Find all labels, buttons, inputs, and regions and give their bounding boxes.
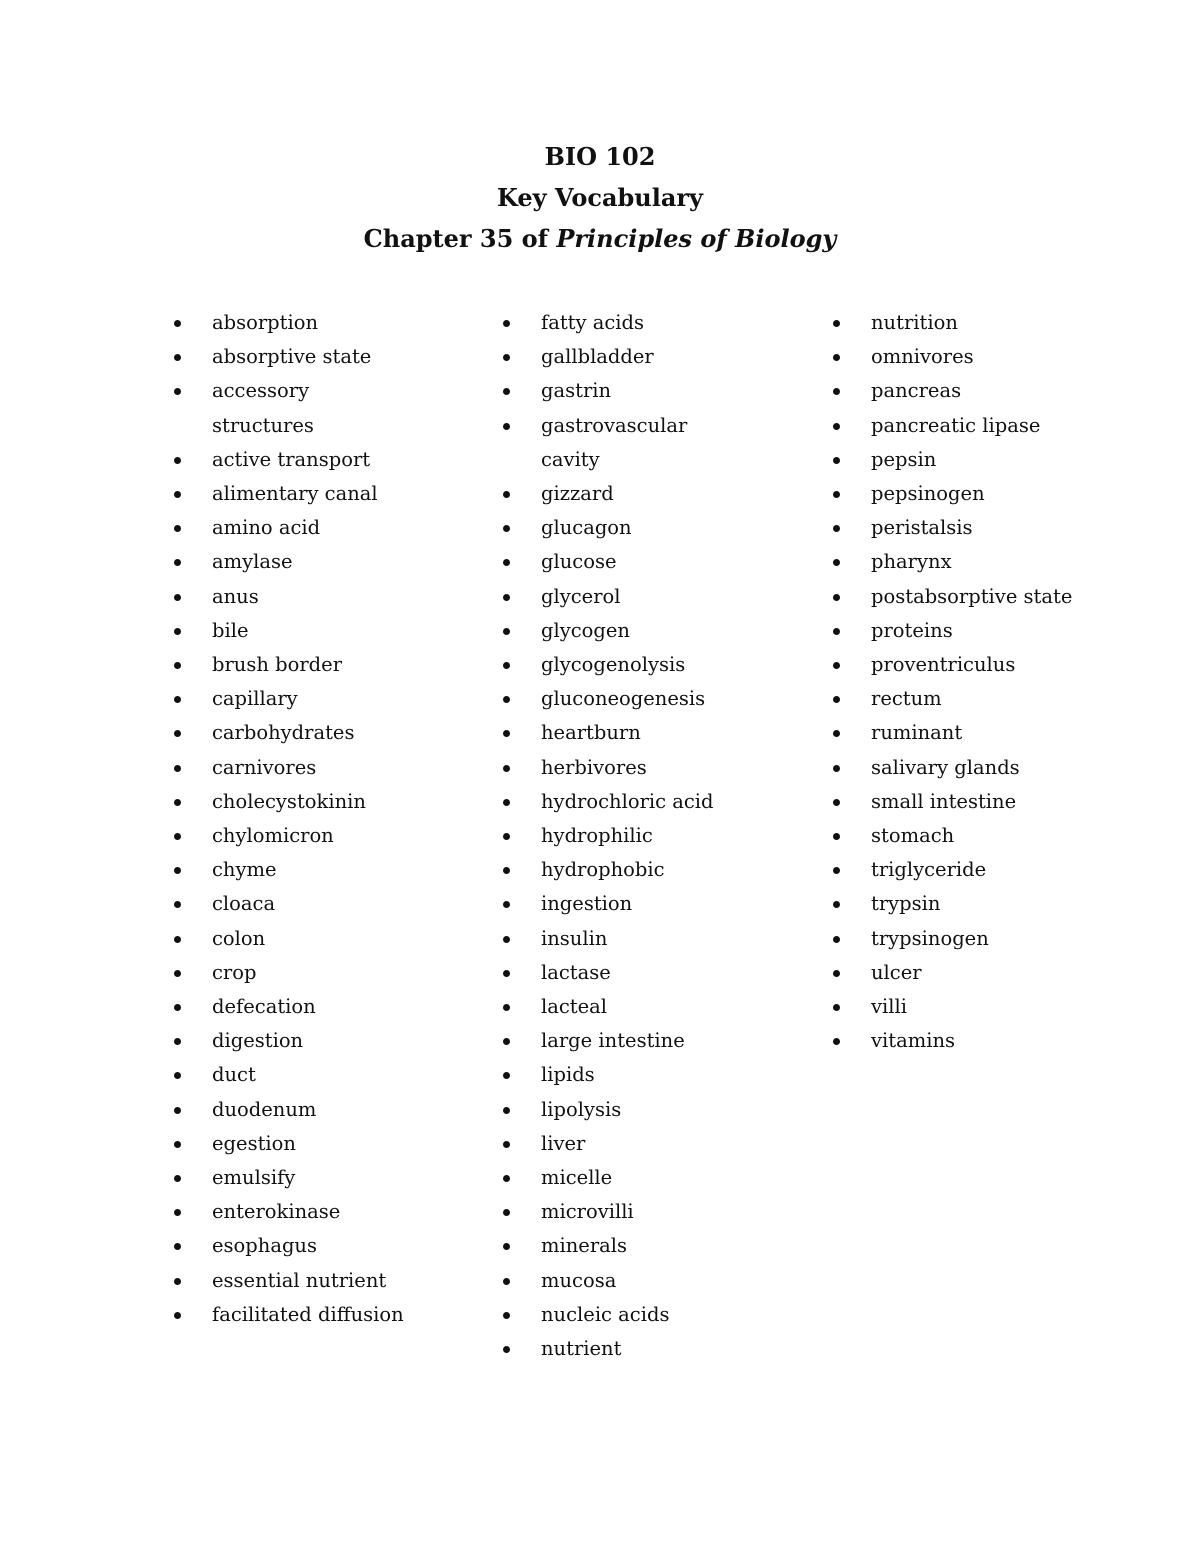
vocabulary-term: gallbladder (541, 345, 654, 369)
bullet-icon (503, 1038, 510, 1045)
vocabulary-item (833, 853, 1133, 887)
vocabulary-item (174, 785, 404, 819)
bullet-icon (174, 901, 181, 908)
bullet-icon (833, 491, 840, 498)
bullet-icon (174, 1004, 181, 1011)
vocabulary-item (833, 887, 1133, 921)
bullet-icon (174, 594, 181, 601)
vocabulary-term: glycogen (541, 618, 630, 642)
vocabulary-term: pharynx (871, 550, 952, 574)
vocabulary-item (174, 682, 404, 716)
vocabulary-term: gluconeogenesis (541, 687, 706, 711)
bullet-icon (503, 1312, 510, 1319)
bullet-icon (503, 833, 510, 840)
vocabulary-item (503, 1093, 743, 1127)
vocabulary-item (503, 1229, 743, 1263)
vocabulary-item (833, 545, 1133, 579)
vocabulary-term: lipolysis (541, 1097, 622, 1121)
bullet-icon (174, 1243, 181, 1250)
vocabulary-item (174, 956, 404, 990)
vocabulary-term: gastrovascular cavity (541, 413, 688, 471)
vocabulary-item (833, 922, 1133, 956)
vocabulary-item (833, 409, 1133, 443)
vocabulary-term: cloaca (212, 892, 276, 916)
bullet-icon (174, 765, 181, 772)
bullet-icon (174, 662, 181, 669)
vocabulary-term: lactase (541, 960, 611, 984)
vocabulary-term: esophagus (212, 1234, 318, 1258)
vocabulary-term: capillary (212, 687, 298, 711)
vocabulary-term: peristalsis (871, 516, 973, 540)
bullet-icon (174, 559, 181, 566)
bullet-icon (833, 423, 840, 430)
vocabulary-term: postabsorptive state (871, 584, 1073, 608)
vocabulary-term: pancreatic lipase (871, 413, 1041, 437)
vocabulary-item (174, 648, 404, 682)
vocabulary-term: hydrophobic (541, 858, 665, 882)
vocabulary-item (503, 922, 743, 956)
vocabulary-term: fatty acids (541, 311, 645, 334)
vocabulary-term: gastrin (541, 379, 612, 403)
vocabulary-term: glycogenolysis (541, 653, 686, 677)
vocabulary-item (174, 716, 404, 750)
vocabulary-term: duct (212, 1063, 256, 1087)
vocabulary-item (833, 716, 1133, 750)
bullet-icon (503, 696, 510, 703)
vocabulary-term: crop (212, 960, 257, 984)
vocabulary-item (503, 1298, 743, 1332)
vocabulary-item (503, 887, 743, 921)
vocabulary-item (503, 1024, 743, 1058)
bullet-icon (503, 594, 510, 601)
bullet-icon (833, 354, 840, 361)
bullet-icon (174, 388, 181, 395)
vocabulary-item (503, 545, 743, 579)
chapter-title (0, 218, 1200, 259)
chapter-title-prefix: Chapter 35 of (363, 224, 557, 253)
vocabulary-term: stomach (871, 824, 955, 848)
vocabulary-item (174, 1093, 404, 1127)
vocabulary-item (833, 306, 1133, 340)
vocabulary-term: anus (212, 584, 259, 608)
bullet-icon (833, 1004, 840, 1011)
vocabulary-term: egestion (212, 1131, 296, 1155)
vocabulary-term: microvilli (541, 1200, 634, 1224)
vocabulary-term: lipids (541, 1063, 595, 1087)
bullet-icon (833, 457, 840, 464)
bullet-icon (833, 970, 840, 977)
vocabulary-item (174, 990, 404, 1024)
vocabulary-term: minerals (541, 1234, 628, 1258)
vocabulary-item (833, 614, 1133, 648)
bullet-icon (174, 525, 181, 532)
bullet-icon (833, 901, 840, 908)
vocabulary-term: facilitated diffusion (212, 1302, 404, 1326)
vocabulary-term: chylomicron (212, 824, 334, 848)
bullet-icon (174, 696, 181, 703)
vocabulary-item (833, 682, 1133, 716)
bullet-icon (503, 423, 510, 430)
vocabulary-item (503, 340, 743, 374)
bullet-icon (833, 730, 840, 737)
vocabulary-term: lacteal (541, 995, 608, 1019)
vocabulary-term: gizzard (541, 482, 614, 506)
vocabulary-term: essential nutrient (212, 1268, 387, 1292)
vocabulary-term: vitamins (871, 1029, 956, 1053)
vocabulary-term: glycerol (541, 584, 621, 608)
vocabulary-item (174, 443, 404, 477)
vocabulary-term: proventriculus (871, 653, 1016, 677)
vocabulary-term: large intestine (541, 1029, 685, 1053)
book-title: Principles of Biology (556, 224, 837, 253)
bullet-icon (503, 901, 510, 908)
vocabulary-term: nutrient (541, 1337, 622, 1361)
vocabulary-item (503, 785, 743, 819)
vocabulary-term: herbivores (541, 755, 647, 779)
bullet-icon (174, 867, 181, 874)
vocabulary-item (503, 1127, 743, 1161)
bullet-icon (503, 765, 510, 772)
bullet-icon (174, 354, 181, 361)
vocabulary-term: defecation (212, 995, 316, 1019)
vocabulary-item (833, 819, 1133, 853)
bullet-icon (174, 1312, 181, 1319)
vocabulary-item (174, 1127, 404, 1161)
course-title: BIO 102 (544, 142, 656, 171)
bullet-icon (503, 1175, 510, 1182)
vocabulary-term: duodenum (212, 1097, 317, 1121)
vocabulary-item (833, 374, 1133, 408)
bullet-icon (833, 525, 840, 532)
vocabulary-item (833, 443, 1133, 477)
vocabulary-column-1 (174, 306, 404, 1332)
bullet-icon (503, 1346, 510, 1353)
bullet-icon (503, 730, 510, 737)
vocabulary-term: trypsin (871, 892, 941, 916)
document-title: Key Vocabulary (497, 183, 703, 212)
vocabulary-item (174, 1024, 404, 1058)
bullet-icon (503, 491, 510, 498)
vocabulary-term: heartburn (541, 721, 641, 745)
bullet-icon (833, 628, 840, 635)
vocabulary-term: ingestion (541, 892, 633, 916)
bullet-icon (174, 457, 181, 464)
vocabulary-term: small intestine (871, 789, 1017, 813)
vocabulary-term: salivary glands (871, 755, 1020, 779)
bullet-icon (833, 388, 840, 395)
vocabulary-term: absorptive state (212, 345, 372, 369)
vocabulary-item (503, 1264, 743, 1298)
vocabulary-term: absorption (212, 311, 319, 334)
vocabulary-item (833, 956, 1133, 990)
vocabulary-item (174, 614, 404, 648)
bullet-icon (174, 1107, 181, 1114)
vocabulary-item (503, 306, 743, 340)
vocabulary-term: brush border (212, 653, 343, 677)
bullet-icon (174, 833, 181, 840)
vocabulary-item (503, 956, 743, 990)
vocabulary-item (503, 853, 743, 887)
vocabulary-term: villi (871, 995, 907, 1019)
vocabulary-term: nucleic acids (541, 1302, 670, 1326)
bullet-icon (833, 765, 840, 772)
vocabulary-item (174, 1058, 404, 1092)
vocabulary-column-2 (503, 306, 743, 1366)
bullet-icon (503, 1278, 510, 1285)
vocabulary-item (174, 922, 404, 956)
vocabulary-item (174, 1195, 404, 1229)
vocabulary-item (833, 477, 1133, 511)
vocabulary-item (503, 682, 743, 716)
vocabulary-item (174, 819, 404, 853)
bullet-icon (503, 867, 510, 874)
vocabulary-item (503, 511, 743, 545)
vocabulary-item (174, 887, 404, 921)
bullet-icon (503, 628, 510, 635)
vocabulary-item (503, 716, 743, 750)
vocabulary-item (174, 1229, 404, 1263)
vocabulary-term: colon (212, 926, 266, 950)
bullet-icon (503, 1072, 510, 1079)
vocabulary-term: carbohydrates (212, 721, 355, 745)
vocabulary-item (833, 1024, 1133, 1058)
vocabulary-term: hydrochloric acid (541, 789, 714, 813)
bullet-icon (833, 1038, 840, 1045)
vocabulary-column-3 (833, 306, 1133, 1058)
bullet-icon (833, 867, 840, 874)
vocabulary-item (503, 477, 743, 511)
vocabulary-item (174, 751, 404, 785)
vocabulary-term: pepsinogen (871, 482, 985, 506)
vocabulary-term: enterokinase (212, 1200, 341, 1224)
vocabulary-term: micelle (541, 1166, 613, 1190)
bullet-icon (503, 388, 510, 395)
vocabulary-term: pancreas (871, 379, 962, 403)
vocabulary-term: liver (541, 1131, 586, 1155)
vocabulary-item (174, 853, 404, 887)
vocabulary-item (174, 1264, 404, 1298)
bullet-icon (833, 833, 840, 840)
vocabulary-item (503, 819, 743, 853)
vocabulary-term: alimentary canal (212, 482, 378, 506)
vocabulary-term: trypsinogen (871, 926, 989, 950)
vocabulary-item (174, 374, 404, 442)
bullet-icon (174, 799, 181, 806)
bullet-icon (503, 1243, 510, 1250)
document-header (0, 136, 1200, 259)
vocabulary-term: omnivores (871, 345, 974, 369)
vocabulary-item (503, 648, 743, 682)
vocabulary-item (833, 785, 1133, 819)
bullet-icon (174, 1072, 181, 1079)
bullet-icon (833, 320, 840, 327)
vocabulary-term: nutrition (871, 311, 958, 334)
bullet-icon (503, 525, 510, 532)
vocabulary-item (174, 545, 404, 579)
vocabulary-item (503, 409, 743, 477)
vocabulary-item (503, 1195, 743, 1229)
vocabulary-item (833, 511, 1133, 545)
vocabulary-term: carnivores (212, 755, 317, 779)
vocabulary-item (174, 306, 404, 340)
bullet-icon (503, 1209, 510, 1216)
bullet-icon (174, 936, 181, 943)
vocabulary-item (833, 990, 1133, 1024)
vocabulary-term: cholecystokinin (212, 789, 366, 813)
vocabulary-term: insulin (541, 926, 608, 950)
bullet-icon (174, 491, 181, 498)
bullet-icon (503, 354, 510, 361)
bullet-icon (174, 970, 181, 977)
bullet-icon (503, 936, 510, 943)
vocabulary-term: glucagon (541, 516, 632, 540)
bullet-icon (503, 1107, 510, 1114)
vocabulary-item (503, 580, 743, 614)
vocabulary-item (174, 1161, 404, 1195)
vocabulary-term: proteins (871, 618, 953, 642)
bullet-icon (503, 320, 510, 327)
bullet-icon (174, 628, 181, 635)
vocabulary-item (833, 580, 1133, 614)
vocabulary-term: amylase (212, 550, 293, 574)
vocabulary-term: triglyceride (871, 858, 987, 882)
vocabulary-item (174, 580, 404, 614)
bullet-icon (833, 559, 840, 566)
bullet-icon (503, 799, 510, 806)
vocabulary-term: rectum (871, 687, 942, 711)
vocabulary-item (833, 751, 1133, 785)
bullet-icon (503, 1141, 510, 1148)
vocabulary-item (833, 648, 1133, 682)
vocabulary-term: ruminant (871, 721, 963, 745)
vocabulary-item (503, 990, 743, 1024)
vocabulary-term: emulsify (212, 1166, 296, 1190)
vocabulary-item (503, 374, 743, 408)
vocabulary-item (833, 340, 1133, 374)
bullet-icon (503, 1004, 510, 1011)
bullet-icon (833, 696, 840, 703)
bullet-icon (174, 1175, 181, 1182)
vocabulary-item (503, 1058, 743, 1092)
bullet-icon (174, 1278, 181, 1285)
vocabulary-term: chyme (212, 858, 277, 882)
vocabulary-term: glucose (541, 550, 617, 574)
vocabulary-term: bile (212, 618, 249, 642)
bullet-icon (503, 662, 510, 669)
bullet-icon (174, 1141, 181, 1148)
vocabulary-term: ulcer (871, 960, 922, 984)
bullet-icon (833, 662, 840, 669)
vocabulary-item (503, 614, 743, 648)
bullet-icon (833, 594, 840, 601)
vocabulary-term: hydrophilic (541, 824, 653, 848)
vocabulary-term: mucosa (541, 1268, 617, 1292)
bullet-icon (174, 1038, 181, 1045)
vocabulary-term: active transport (212, 447, 371, 471)
bullet-icon (174, 320, 181, 327)
bullet-icon (503, 970, 510, 977)
bullet-icon (833, 936, 840, 943)
vocabulary-item (503, 751, 743, 785)
vocabulary-term: pepsin (871, 447, 937, 471)
vocabulary-item (174, 477, 404, 511)
vocabulary-term: amino acid (212, 516, 321, 540)
vocabulary-item (174, 340, 404, 374)
bullet-icon (174, 1209, 181, 1216)
bullet-icon (833, 799, 840, 806)
bullet-icon (174, 730, 181, 737)
vocabulary-item (174, 1298, 404, 1332)
vocabulary-item (174, 511, 404, 545)
vocabulary-term: digestion (212, 1029, 304, 1053)
vocabulary-item (503, 1161, 743, 1195)
bullet-icon (503, 559, 510, 566)
vocabulary-item (503, 1332, 743, 1366)
vocabulary-term: accessory structures (212, 379, 314, 437)
